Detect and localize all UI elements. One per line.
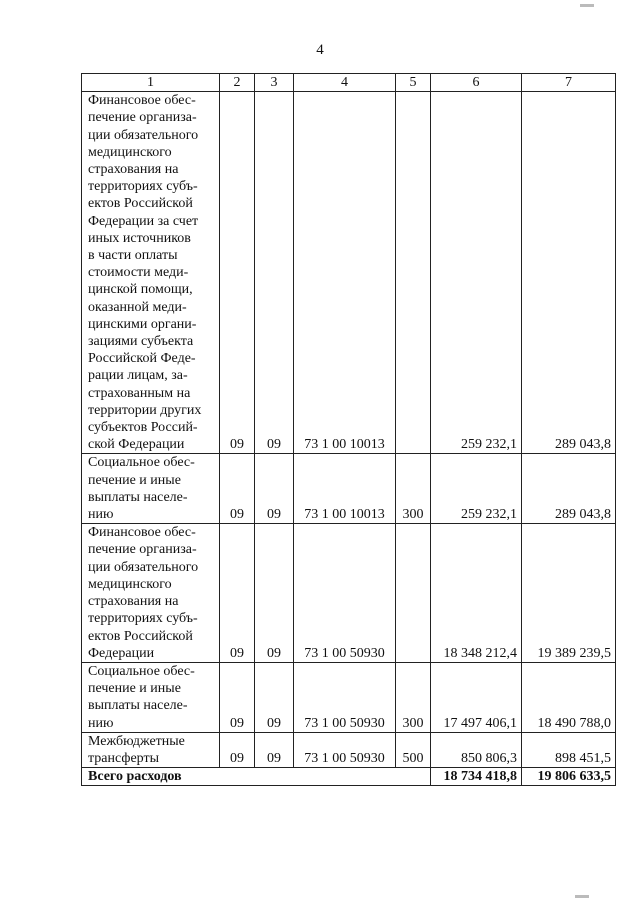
target-article-cell: 73 1 00 50930 [294,732,396,767]
expense-type-cell [396,92,431,454]
header-cell-2: 2 [220,74,255,92]
subsection-code-cell: 09 [255,732,294,767]
table-row [82,524,616,663]
total-amount-year1: 18 734 418,8 [431,768,522,786]
header-cell-7: 7 [522,74,616,92]
row-name-cell: Социальное обес- печение и иные выплаты населе- нию [82,454,220,524]
amount-year2-cell: 19 389 239,5 [522,524,616,663]
section-code-cell: 09 [220,454,255,524]
amount-year1-cell: 17 497 406,1 [431,662,522,732]
expense-type-cell [396,524,431,663]
header-cell-6: 6 [431,74,522,92]
expense-type-cell: 300 [396,662,431,732]
amount-year1-cell: 259 232,1 [431,454,522,524]
subsection-code-cell: 09 [255,92,294,454]
total-amount-year2: 19 806 633,5 [522,768,616,786]
target-article-cell: 73 1 00 50930 [294,524,396,663]
row-name-cell: Финансовое обес- печение организа- ции обязательного медицинского страхования на территориях субъ- ектов Российской Федерации за счет иных источников в части оплаты стоимости меди- цинской помощи, оказанной меди- цинскими органи- зациями субъекта Российской Феде- рации лицам, за- страхованным на территории других субъектов Россий- ской Федерации [82,92,220,454]
section-code-cell: 09 [220,92,255,454]
header-cell-5: 5 [396,74,431,92]
amount-year1-cell: 18 348 212,4 [431,524,522,663]
section-code-cell: 09 [220,524,255,663]
amount-year1-cell: 259 232,1 [431,92,522,454]
total-row [82,768,616,786]
amount-year2-cell: 289 043,8 [522,92,616,454]
amount-year2-cell: 18 490 788,0 [522,662,616,732]
page-number: 4 [316,42,324,58]
subsection-code-cell: 09 [255,662,294,732]
header-cell-3: 3 [255,74,294,92]
header-cell-4: 4 [294,74,396,92]
target-article-cell: 73 1 00 10013 [294,92,396,454]
amount-year1-cell: 850 806,3 [431,732,522,767]
scan-mark-top [580,4,594,7]
row-name-cell: Межбюджетные трансферты [82,732,220,767]
table-row [82,732,616,767]
target-article-cell: 73 1 00 50930 [294,662,396,732]
scan-mark-bottom [575,895,589,898]
budget-table [81,73,616,786]
table-row [82,92,616,454]
total-label: Всего расходов [82,768,431,786]
row-name-cell: Финансовое обес- печение организа- ции обязательного медицинского страхования на территориях субъ- ектов Российской Федерации [82,524,220,663]
subsection-code-cell: 09 [255,524,294,663]
target-article-cell: 73 1 00 10013 [294,454,396,524]
table-row [82,662,616,732]
header-cell-1: 1 [82,74,220,92]
table-row [82,454,616,524]
expense-type-cell: 500 [396,732,431,767]
expense-type-cell: 300 [396,454,431,524]
header-row [82,74,616,92]
section-code-cell: 09 [220,732,255,767]
row-name-cell: Социальное обес- печение и иные выплаты населе- нию [82,662,220,732]
subsection-code-cell: 09 [255,454,294,524]
amount-year2-cell: 898 451,5 [522,732,616,767]
amount-year2-cell: 289 043,8 [522,454,616,524]
section-code-cell: 09 [220,662,255,732]
